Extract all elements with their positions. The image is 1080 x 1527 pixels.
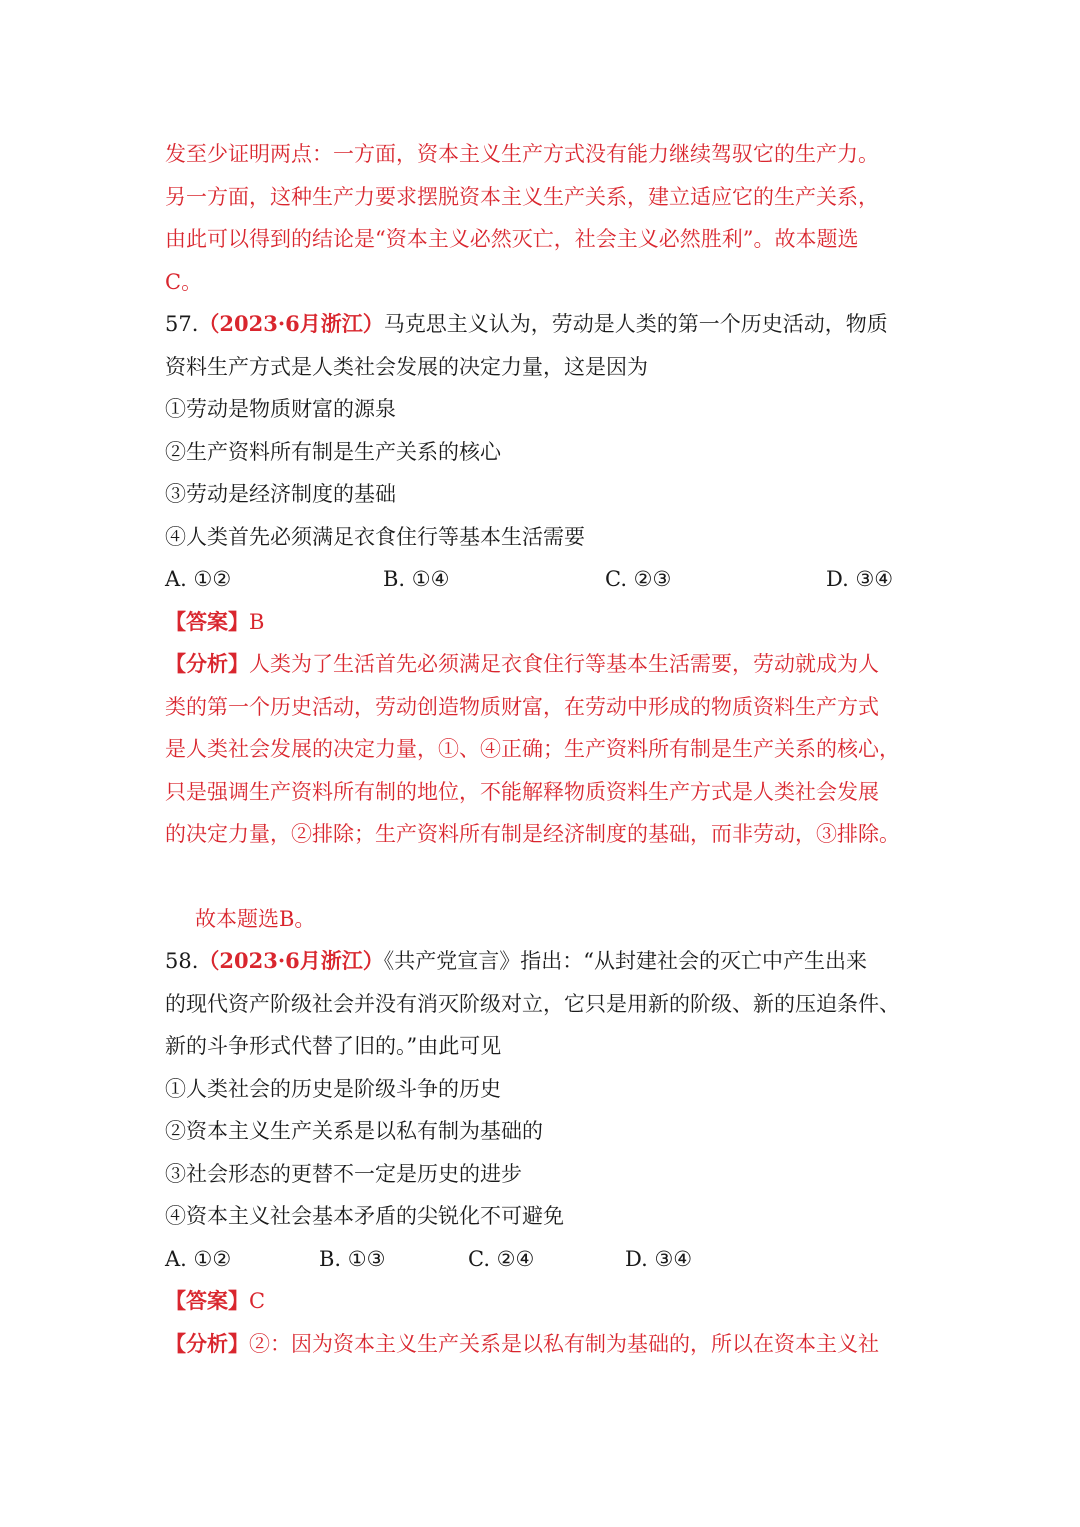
question-source: （2023·6月浙江） [198, 311, 384, 336]
analysis-line [165, 1323, 925, 1366]
question-stem-text: 资料生产方式是人类社会发展的决定力量，这是因为 [165, 354, 648, 379]
question-source: （2023·6月浙江） [198, 948, 384, 973]
prev-analysis-line: 由此可以得到的结论是“资本主义必然灭亡，社会主义必然胜利”。故本题选 [165, 227, 859, 251]
prev-analysis [165, 133, 925, 303]
blank-line [165, 856, 925, 898]
question-stem-text: 新的斗争形式代替了旧的。”由此可见 [165, 1034, 502, 1058]
option-b: B. ①③ [319, 1246, 386, 1271]
answer-line [165, 1280, 925, 1323]
question-stem-text: 《共产党宣言》指出：“从封建社会的灭亡中产生出来 [383, 949, 868, 973]
statement-item: ④资本主义社会基本矛盾的尖锐化不可避免 [165, 1204, 564, 1228]
analysis-text: 是人类社会发展的决定力量，①、④正确；生产资料所有制是生产关系的核心， [165, 737, 900, 761]
analysis-line [165, 643, 925, 686]
analysis-text: 类的第一个历史活动，劳动创造物质财富，在劳动中形成的物质资料生产方式 [165, 694, 879, 719]
statement-item: ④人类首先必须满足衣食住行等基本生活需要 [165, 524, 585, 549]
analysis-text: 只是强调生产资料所有制的地位，不能解释物质资料生产方式是人类社会发展 [165, 779, 879, 804]
statement-item: ①人类社会的历史是阶级斗争的历史 [165, 1076, 501, 1101]
prev-analysis-line: 发至少证明两点：一方面，资本主义生产方式没有能力继续驾驭它的生产力。 [165, 142, 879, 166]
analysis-text: 的决定力量，②排除；生产资料所有制是经济制度的基础，而非劳动，③排除。 [165, 822, 900, 846]
answer-options [165, 558, 925, 601]
question-stem [165, 303, 925, 346]
answer-label: 【答案】 [165, 1288, 249, 1313]
option-d: D. ③④ [625, 1246, 693, 1271]
analysis-label: 【分析】 [165, 1330, 249, 1356]
option-d: D. ③④ [826, 567, 894, 591]
analysis-label: 【分析】 [165, 651, 249, 676]
analysis-text: 人类为了生活首先必须满足衣食住行等基本生活需要，劳动就成为人 [249, 652, 879, 676]
prev-analysis-line: 另一方面，这种生产力要求摆脱资本主义生产关系，建立适应它的生产关系， [165, 184, 879, 209]
question-number: 57. [165, 312, 199, 336]
answer-label: 【答案】 [165, 608, 249, 634]
analysis-conclusion: 故本题选B。 [195, 906, 316, 931]
statement-item: ③社会形态的更替不一定是历史的进步 [165, 1161, 522, 1186]
question-stem [165, 940, 925, 983]
option-c: C. ②③ [605, 567, 672, 591]
question-stem-text: 马克思主义认为，劳动是人类的第一个历史活动，物质 [383, 312, 888, 336]
statement-item: ③劳动是经济制度的基础 [165, 482, 396, 506]
statement-item: ②生产资料所有制是生产关系的核心 [165, 439, 501, 464]
question-57 [165, 303, 925, 940]
statement-item: ②资本主义生产关系是以私有制为基础的 [165, 1119, 543, 1143]
prev-analysis-line: C。 [165, 269, 203, 294]
question-number: 58. [165, 949, 199, 973]
answer-value: C [249, 1289, 266, 1313]
statement-item: ①劳动是物质财富的源泉 [165, 397, 396, 421]
question-58 [165, 940, 925, 1365]
option-a: A. ①② [165, 1246, 232, 1271]
option-a: A. ①② [165, 567, 232, 591]
option-c: C. ②④ [468, 1246, 535, 1271]
analysis-text: ②：因为资本主义生产关系是以私有制为基础的，所以在资本主义社 [249, 1331, 879, 1356]
document-page [165, 133, 925, 1365]
answer-value: B [249, 609, 265, 634]
option-b: B. ①④ [383, 567, 450, 591]
answer-options [165, 1238, 925, 1281]
question-stem-text: 的现代资产阶级社会并没有消灭阶级对立，它只是用新的阶级、新的压迫条件、 [165, 991, 900, 1016]
answer-line [165, 601, 925, 644]
